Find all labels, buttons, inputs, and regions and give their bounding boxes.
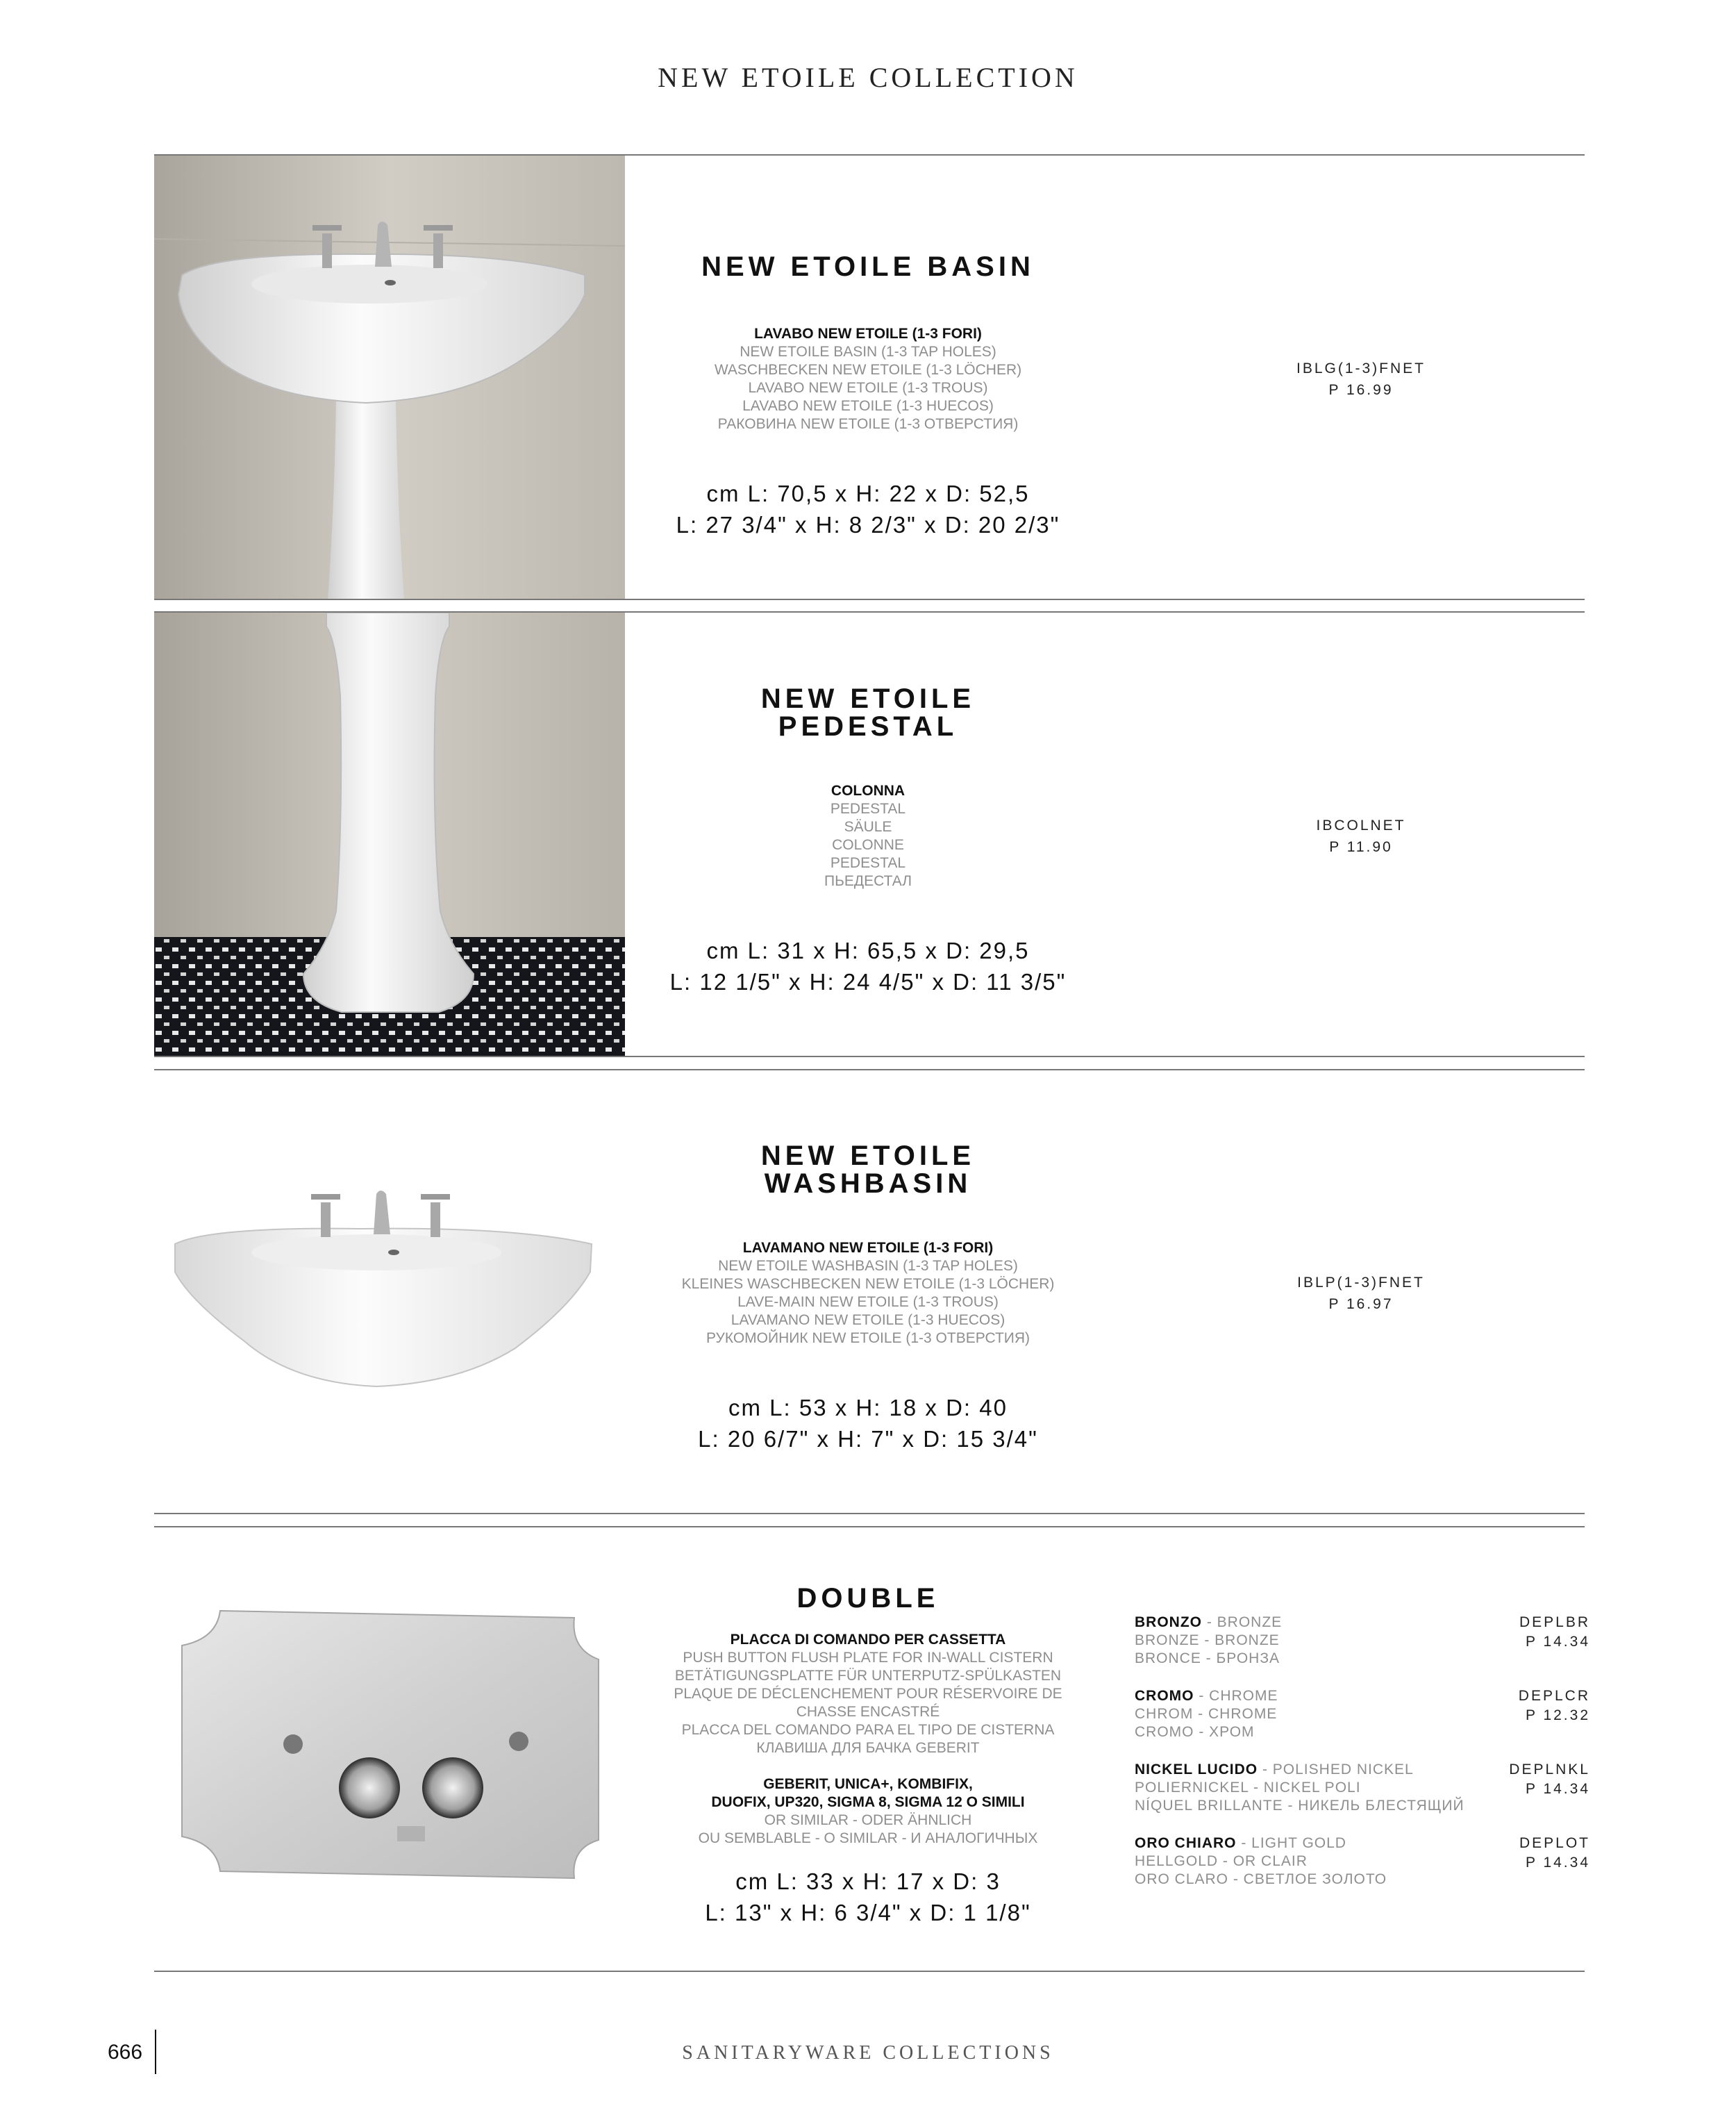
finish-price: P 12.32: [1525, 1707, 1590, 1723]
compatibility-line: DUOFIX, UP320, SIGMA 8, SIGMA 12 O SIMILI: [711, 1794, 1025, 1810]
description-line: NEW ETOILE WASHBASIN (1-3 TAP HOLES): [718, 1258, 1018, 1274]
finish-translation: HELLGOLD - OR CLAIR: [1135, 1853, 1308, 1869]
finish-code: DEPLCR: [1518, 1688, 1590, 1704]
description-line: PLACCA DI COMANDO PER CASSETTA: [730, 1632, 1006, 1648]
finish-price: P 14.34: [1525, 1634, 1590, 1650]
compatibility-line: OR SIMILAR - ODER ÄHNLICH: [764, 1812, 972, 1828]
description-line: WASCHBECKEN NEW ETOILE (1-3 LÖCHER): [714, 362, 1022, 378]
finish-code: DEPLBR: [1519, 1614, 1590, 1630]
product-dimensions: [625, 935, 1111, 997]
finish-translation: ORO CLARO - СВЕТЛОЕ ЗОЛОТО: [1135, 1871, 1387, 1887]
finish-translation: CROMO - ХРОМ: [1135, 1724, 1255, 1740]
product-price: P 16.99: [1328, 382, 1394, 398]
description-line: LAVABO NEW ETOILE (1-3 HUECOS): [742, 398, 994, 414]
product-dimensions: [625, 1392, 1111, 1454]
finish-price: P 14.34: [1525, 1781, 1590, 1797]
finish-label: BRONZO: [1135, 1614, 1202, 1630]
finish-translation: CHROM - CHROME: [1135, 1706, 1278, 1722]
description-line: BETÄTIGUNGSPLATTE FÜR UNTERPUTZ-SPÜLKASTEN: [674, 1668, 1062, 1684]
finish-code-block: [1451, 1760, 1590, 1799]
description-line: LAVABO NEW ETOILE (1-3 TROUS): [748, 380, 988, 396]
title-line: NEW ETOILE: [760, 1141, 976, 1171]
compatibility-line: GEBERIT, UNICA+, KOMBIFIX,: [763, 1776, 973, 1792]
product-price: P 16.97: [1328, 1296, 1394, 1312]
finish-translation: BRONCE - БРОНЗА: [1135, 1650, 1280, 1666]
finish-code-block: [1451, 1686, 1590, 1725]
finish-label: NICKEL LUCIDO: [1135, 1762, 1258, 1777]
description-line: COLONNA: [831, 783, 905, 799]
divider: [154, 1056, 1585, 1057]
product-code: IBLG(1-3)FNET: [1296, 360, 1426, 376]
footer-section-title: SANITARYWARE COLLECTIONS: [682, 2042, 1054, 2064]
product-title: NEW ETOILE BASIN: [701, 251, 1035, 282]
finish-code-block: [1451, 1834, 1590, 1873]
product-code: IBCOLNET: [1316, 818, 1406, 834]
finish-translation: POLIERNICKEL - NICKEL POLI: [1135, 1780, 1361, 1796]
description-line: PLAQUE DE DÉCLENCHEMENT POUR RÉSERVOIRE DE: [674, 1686, 1062, 1702]
product-dimensions: [625, 478, 1111, 540]
description-line: PLACCA DEL COMANDO PARA EL TIPO DE CISTERNA: [681, 1722, 1055, 1738]
finish-translation: NÍQUEL BRILLANTE - НИКЕЛЬ БЛЕСТЯЩИЙ: [1135, 1798, 1464, 1814]
title-line: PEDESTAL: [778, 711, 958, 742]
product-code: IBLP(1-3)FNET: [1297, 1275, 1425, 1291]
compatibility-line: OU SEMBLABLE - O SIMILAR - И АНАЛОГИЧНЫХ: [698, 1830, 1038, 1846]
dimensions-inches: L: 27 3/4" x H: 8 2/3" x D: 20 2/3": [676, 512, 1060, 538]
pedestal-photo: [154, 613, 625, 1056]
description-line: КЛАВИША ДЛЯ БАЧКА GEBERIT: [756, 1740, 980, 1756]
product-code-block: [1250, 815, 1472, 858]
finish-translation: - BRONZE: [1202, 1614, 1283, 1630]
product-dimensions: [625, 1866, 1111, 1928]
dimensions-inches: L: 20 6/7" x H: 7" x D: 15 3/4": [698, 1426, 1038, 1452]
dimensions-inches: L: 13" x H: 6 3/4" x D: 1 1/8": [705, 1900, 1031, 1925]
finish-translation: - POLISHED NICKEL: [1258, 1762, 1414, 1777]
product-title: DOUBLE: [796, 1583, 940, 1614]
description-line: LAVE-MAIN NEW ETOILE (1-3 TROUS): [737, 1294, 999, 1310]
description-line: LAVAMANO NEW ETOILE (1-3 FORI): [742, 1240, 994, 1256]
dimensions-cm: cm L: 70,5 x H: 22 x D: 52,5: [706, 481, 1030, 506]
description-line: CHASSE ENCASTRÉ: [796, 1704, 940, 1720]
product-title: [625, 1142, 1111, 1197]
page-number: 666: [108, 2041, 143, 2064]
description-line: РАКОВИНА NEW ETOILE (1-3 ОТВЕРСТИЯ): [717, 416, 1019, 432]
description-line: PEDESTAL: [830, 855, 906, 871]
title-line: WASHBASIN: [764, 1168, 972, 1199]
dimensions-cm: cm L: 31 x H: 65,5 x D: 29,5: [706, 938, 1030, 963]
product-description: [625, 325, 1111, 433]
finish-code: DEPLOT: [1519, 1835, 1590, 1851]
finish-label: ORO CHIARO: [1135, 1835, 1237, 1851]
description-line: NEW ETOILE BASIN (1-3 TAP HOLES): [740, 344, 996, 360]
description-line: COLONNE: [832, 837, 904, 853]
finish-translation: - LIGHT GOLD: [1236, 1835, 1346, 1851]
dimensions-inches: L: 12 1/5" x H: 24 4/5" x D: 11 3/5": [669, 969, 1067, 995]
product-code-block: [1250, 1272, 1472, 1315]
product-title: [625, 685, 1111, 740]
description-line: KLEINES WASCHBECKEN NEW ETOILE (1-3 LÖCHER): [681, 1276, 1055, 1292]
title-line: NEW ETOILE: [760, 683, 976, 714]
finish-code-block: [1451, 1613, 1590, 1652]
washbasin-photo: [154, 1070, 625, 1513]
basin-photo: [154, 156, 625, 599]
product-description: [625, 782, 1111, 890]
divider: [154, 1513, 1585, 1514]
product-price: P 11.90: [1329, 839, 1393, 855]
description-line: SÄULE: [844, 819, 892, 835]
product-description: [625, 1239, 1111, 1348]
finish-code: DEPLNKL: [1509, 1762, 1590, 1777]
compatibility-list: [625, 1775, 1111, 1848]
divider: [154, 599, 1585, 600]
product-description: [625, 1631, 1111, 1757]
description-line: LAVABO NEW ETOILE (1-3 FORI): [754, 326, 982, 342]
page-header-title: NEW ETOILE COLLECTION: [658, 62, 1078, 93]
finish-translation: BRONZE - BRONZE: [1135, 1632, 1280, 1648]
dimensions-cm: cm L: 33 x H: 17 x D: 3: [735, 1868, 1001, 1894]
description-line: PUSH BUTTON FLUSH PLATE FOR IN-WALL CISTERN: [683, 1650, 1053, 1666]
description-line: LAVAMANO NEW ETOILE (1-3 HUECOS): [731, 1312, 1005, 1328]
product-code-block: [1250, 358, 1472, 401]
finish-translation: - CHROME: [1194, 1688, 1278, 1704]
divider: [154, 1971, 1585, 1972]
finish-label: CROMO: [1135, 1688, 1194, 1704]
finish-price: P 14.34: [1525, 1855, 1590, 1871]
dimensions-cm: cm L: 53 x H: 18 x D: 40: [728, 1395, 1008, 1420]
description-line: PEDESTAL: [830, 801, 906, 817]
flush-plate-photo: [154, 1527, 625, 1971]
description-line: РУКОМОЙНИК NEW ETOILE (1-3 ОТВЕРСТИЯ): [706, 1330, 1030, 1346]
description-line: ПЬЕДЕСТАЛ: [824, 873, 912, 889]
